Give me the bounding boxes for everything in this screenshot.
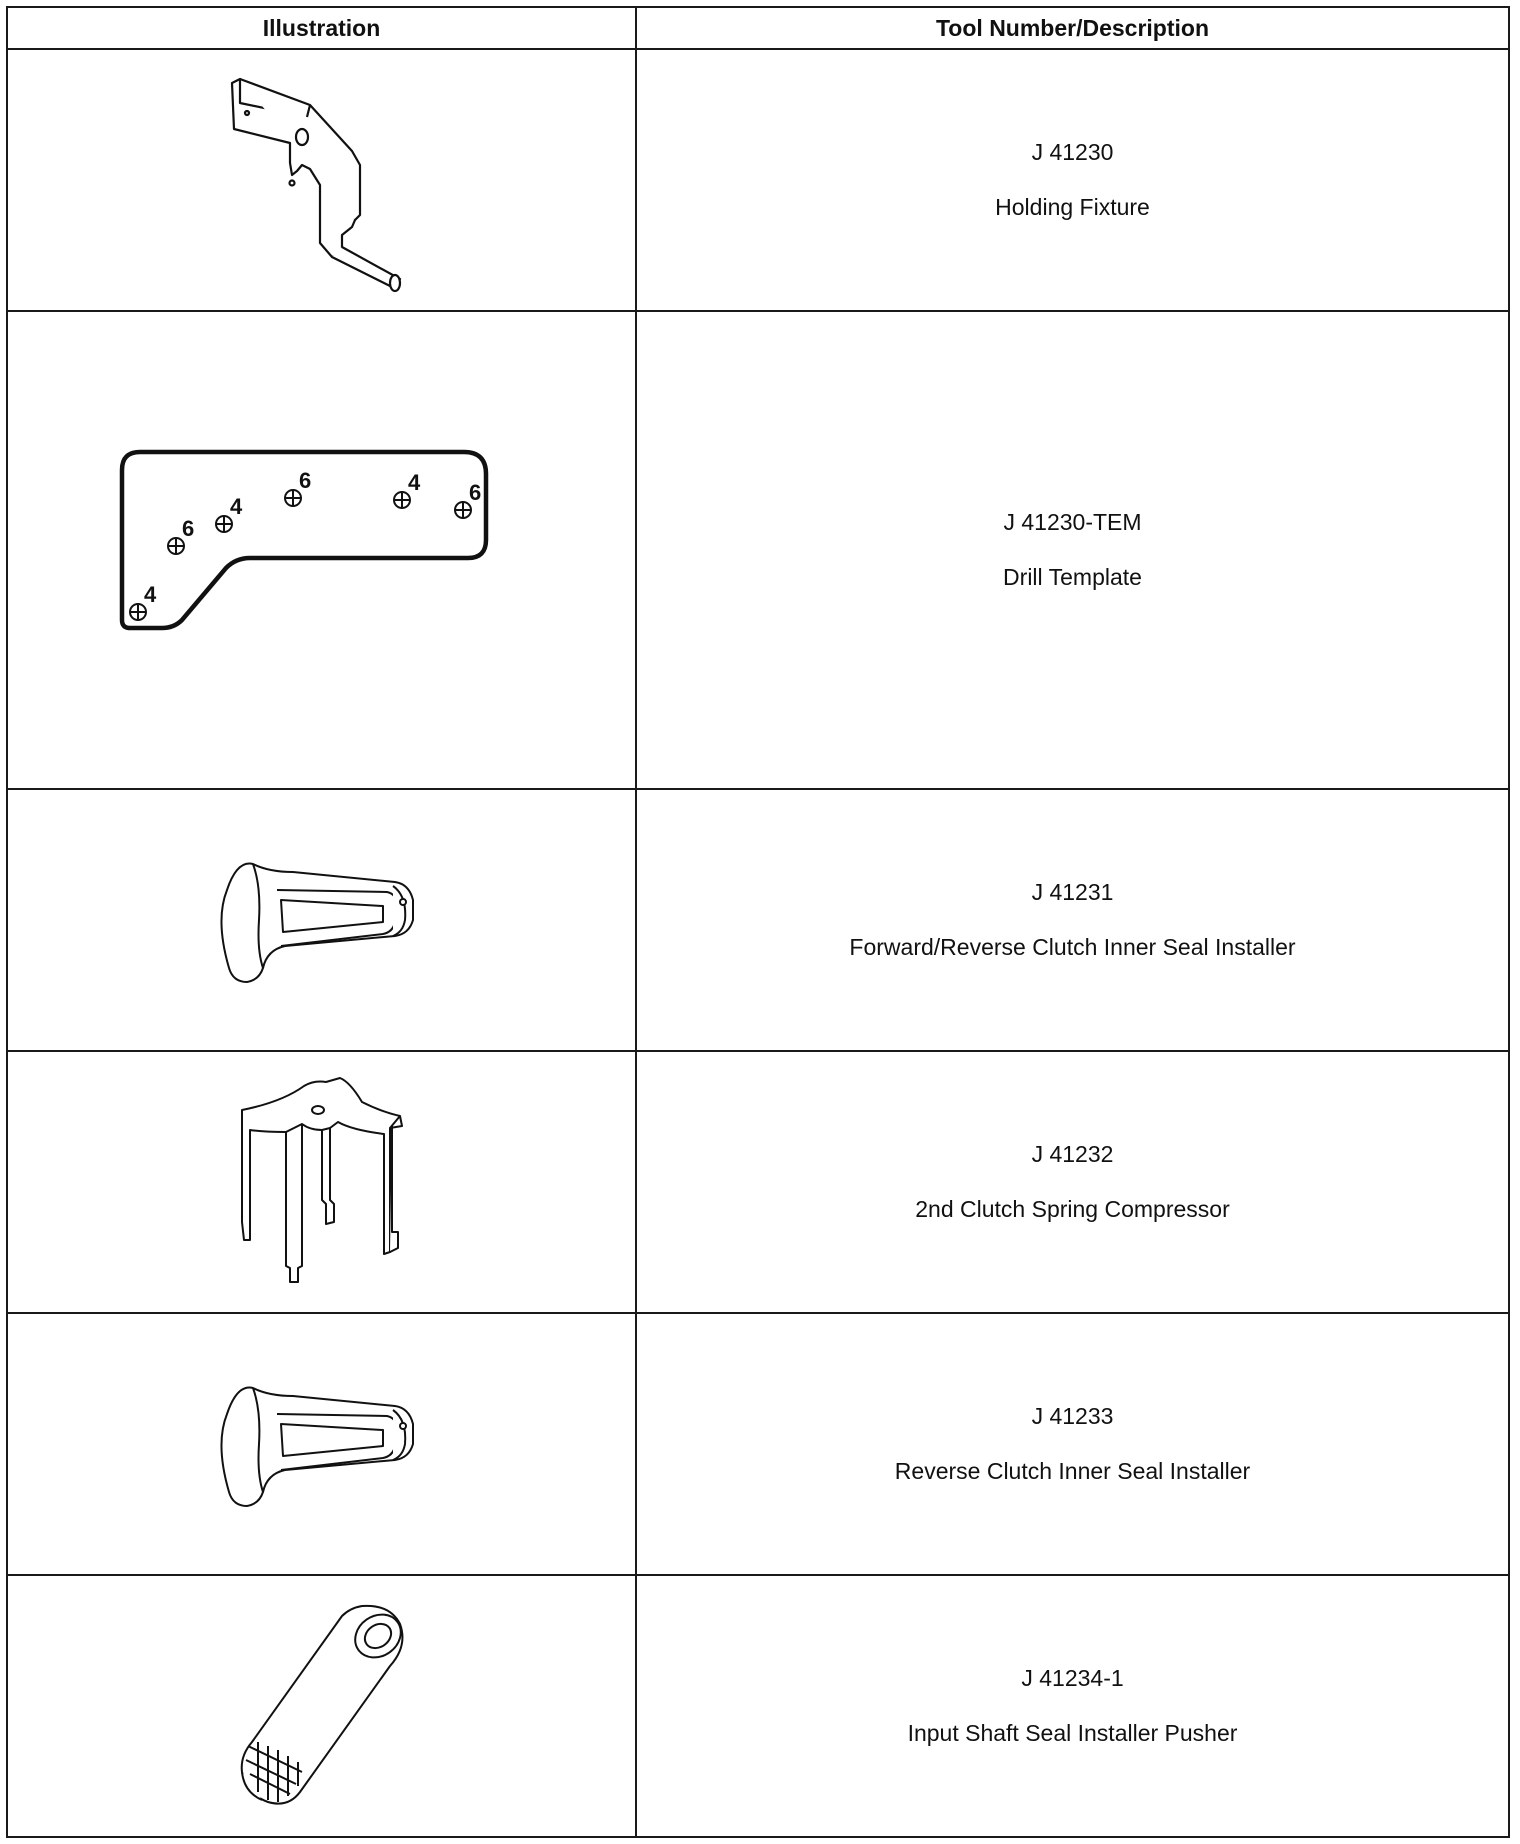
hole-label: 4 — [407, 470, 420, 495]
hole-label: 4 — [229, 494, 242, 519]
table-row — [7, 1575, 1509, 1837]
table-row — [7, 311, 1509, 789]
tool-description-cell — [636, 311, 1509, 789]
illustration-cell — [7, 311, 636, 789]
tool-number: J 41232 — [1031, 1141, 1114, 1167]
tool-description-cell — [636, 49, 1509, 311]
seal-installer-icon — [207, 850, 437, 990]
tool-number: J 41230-TEM — [1003, 509, 1142, 535]
table-row — [7, 49, 1509, 311]
tool-description: 2nd Clutch Spring Compressor — [915, 1196, 1230, 1222]
tool-description: Holding Fixture — [995, 194, 1150, 220]
hole-label: 6 — [181, 516, 194, 541]
hole-label: 4 — [143, 582, 156, 607]
tool-description-cell — [636, 789, 1509, 1051]
tool-description: Input Shaft Seal Installer Pusher — [907, 1720, 1238, 1746]
header-illustration: Illustration — [7, 7, 636, 49]
table-header-row — [7, 7, 1509, 49]
spring-compressor-icon — [222, 1072, 422, 1292]
tool-table — [6, 6, 1510, 1838]
illustration-cell — [7, 1051, 636, 1313]
illustration-cell — [7, 49, 636, 311]
tool-number: J 41234-1 — [1021, 1665, 1124, 1691]
table-row — [7, 1313, 1509, 1575]
holding-fixture-icon — [192, 65, 452, 295]
tool-description-cell — [636, 1313, 1509, 1575]
drill-template-icon — [102, 440, 542, 660]
seal-installer-icon — [207, 1374, 437, 1514]
hole-label: 6 — [468, 480, 481, 505]
tool-description: Forward/Reverse Clutch Inner Seal Installer — [849, 934, 1296, 960]
illustration-cell — [7, 789, 636, 1051]
tool-description-cell — [636, 1575, 1509, 1837]
tool-description: Drill Template — [1003, 564, 1142, 590]
illustration-cell — [7, 1313, 636, 1575]
illustration-cell — [7, 1575, 636, 1837]
header-tool-number-description: Tool Number/Description — [636, 7, 1509, 49]
table-row — [7, 789, 1509, 1051]
tool-number: J 41230 — [1031, 139, 1114, 165]
tool-description: Reverse Clutch Inner Seal Installer — [894, 1458, 1251, 1484]
tool-number: J 41231 — [1031, 879, 1114, 905]
tool-description-cell — [636, 1051, 1509, 1313]
tool-number: J 41233 — [1031, 1403, 1114, 1429]
seal-installer-pusher-icon — [212, 1596, 432, 1816]
table-row — [7, 1051, 1509, 1313]
hole-label: 6 — [298, 468, 311, 493]
